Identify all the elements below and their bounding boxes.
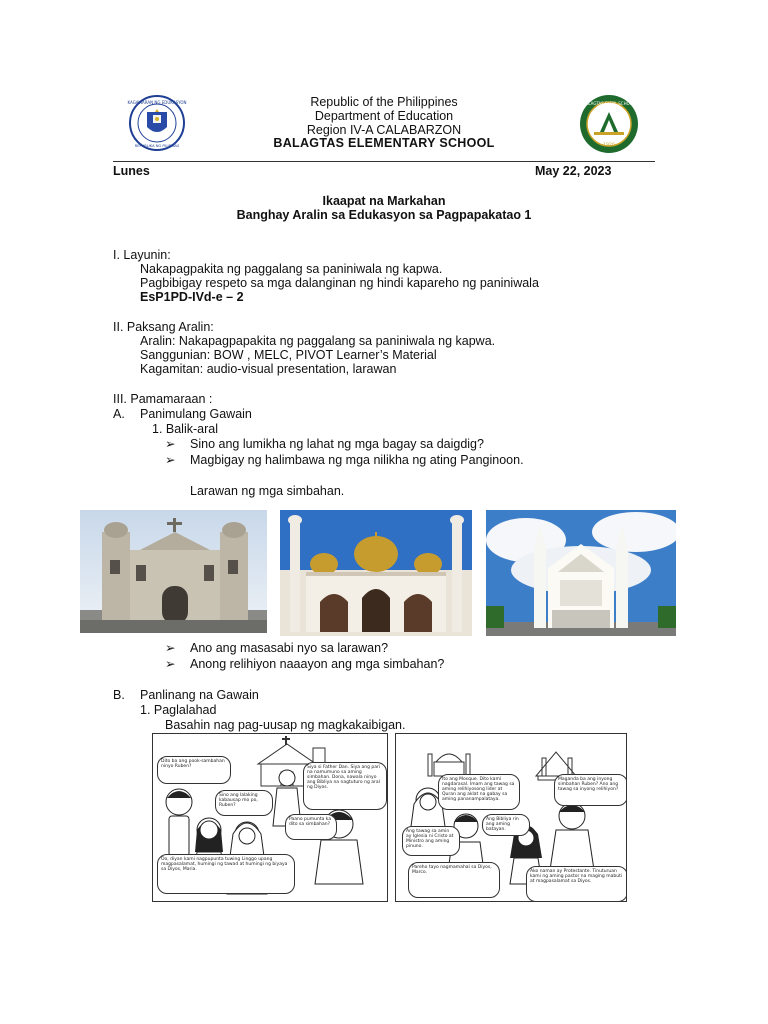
part-b-title: Panlinang na Gawain	[140, 688, 259, 702]
speech-bubble: Maganda ba ang inyong simbahan Ruben? Ano ang tawag sa inyong relihiyon?	[554, 774, 627, 806]
materials-line: Kagamitan: audio-visual presentation, larawan	[140, 362, 397, 376]
date-label: May 22, 2023	[535, 164, 612, 178]
section-1-heading: I. Layunin:	[113, 248, 171, 262]
competency-code: EsP1PD-IVd-e – 2	[140, 290, 244, 304]
speech-bubble: Sino ang lalaking kabausap mo po, Ruben?	[215, 790, 273, 816]
pictures-caption: Larawan ng mga simbahan.	[190, 484, 345, 498]
lesson-plan-title: Banghay Aralin sa Edukasyon sa Pagpapakatao 1	[236, 208, 532, 222]
svg-text:1920: 1920	[603, 143, 615, 148]
speech-bubble: Pareho tayo nagmamahal sa Diyos, Marco.	[408, 862, 500, 898]
svg-text:KAGAWARAN NG EDUKASYON: KAGAWARAN NG EDUKASYON	[127, 100, 187, 105]
section-2-heading: II. Paksang Aralin:	[113, 320, 214, 334]
reference-line: Sanggunian: BOW , MELC, PIVOT Learner’s Material	[140, 348, 437, 362]
svg-text:REPUBLIKA NG PILIPINAS: REPUBLIKA NG PILIPINAS	[134, 144, 180, 148]
picture-question: Anong relihiyon naaayon ang mga simbahan?	[190, 657, 445, 671]
header-region: Region IV-A CALABARZON	[306, 123, 462, 137]
review-question: Sino ang lumikha ng lahat ng mga bagay sa daigdig?	[190, 437, 484, 451]
speech-bubble: Paano pumunta ka dito sa simbahan?	[285, 814, 337, 840]
objective-line: Nakapagpakita ng paggalang sa paniniwala ng kapwa.	[140, 262, 443, 276]
section-3-heading: III. Pamamaraan :	[113, 392, 213, 406]
review-label: 1. Balik-aral	[152, 422, 218, 436]
bullet-icon: ➢	[165, 453, 176, 467]
header-school: BALAGTAS ELEMENTARY SCHOOL	[273, 136, 495, 150]
church-photo	[80, 510, 267, 633]
header-republic: Republic of the Philippines	[310, 95, 458, 109]
bullet-icon: ➢	[165, 437, 176, 451]
header-divider	[113, 161, 655, 162]
bullet-icon: ➢	[165, 641, 176, 655]
objective-line: Pagbibigay respeto sa mga dalanginan ng hindi kapareho ng paniniwala	[140, 276, 539, 290]
speech-bubble: Ang Bibliya rin ang aming batayan.	[482, 814, 530, 836]
day-label: Lunes	[113, 164, 150, 178]
quarter-title: Ikaapat na Markahan	[322, 194, 446, 208]
review-question: Magbigay ng halimbawa ng mga nilikha ng ating Panginoon.	[190, 453, 524, 467]
speech-bubble: Oo, diyan kami nagpupunta tuwing Linggo upang magpasalamat, humingi ng tawad at humingi ng biyaya sa Diyos, Maria.	[157, 854, 295, 894]
mosque-photo	[280, 510, 472, 636]
presentation-instruction: Basahin nag pag-uusap ng magkakaibigan.	[165, 718, 406, 732]
bullet-icon: ➢	[165, 657, 176, 671]
header-department: Department of Education	[314, 109, 454, 123]
part-b-letter: B.	[113, 688, 125, 702]
comic-panel-right	[395, 733, 627, 902]
topic-line: Aralin: Nakapagpapakita ng paggalang sa paniniwala ng kapwa.	[140, 334, 496, 348]
comic-panel-left	[152, 733, 388, 902]
svg-text:BALAGTAS ELEM. SCHOOL: BALAGTAS ELEM. SCHOOL	[582, 101, 636, 106]
speech-bubble: Dito ba ang pook-sambahan ninyo Ruben?	[157, 756, 231, 784]
part-a-letter: A.	[113, 407, 125, 421]
iglesia-photo	[486, 510, 676, 636]
speech-bubble: Ako naman ay Protestante. Tinuturuan kami ng aming pastor na maging mabuti at magpasalamat sa Diyos.	[526, 866, 627, 902]
part-a-title: Panimulang Gawain	[140, 407, 252, 421]
speech-bubble: Siya si Father Dan. Siya ang pari na namumuno sa aming simbahan. Dona, nawala ninyo ang Bibliya na nagtuturo ng aral ng Diyos.	[303, 762, 387, 810]
picture-question: Ano ang masasabi nyo sa larawan?	[190, 641, 389, 655]
speech-bubble: Ang tawag sa amin ay Iglesia ni Cristo at Ministro ang aming pinuno.	[402, 826, 460, 856]
speech-bubble: Ito ang Mosque. Dito kami nagdarasal. Imam ang tawag sa aming relihiyosong lider at Quran ang aklat na gabay sa aming pananampalataya.	[438, 774, 520, 810]
presentation-label: 1. Paglalahad	[140, 703, 217, 717]
